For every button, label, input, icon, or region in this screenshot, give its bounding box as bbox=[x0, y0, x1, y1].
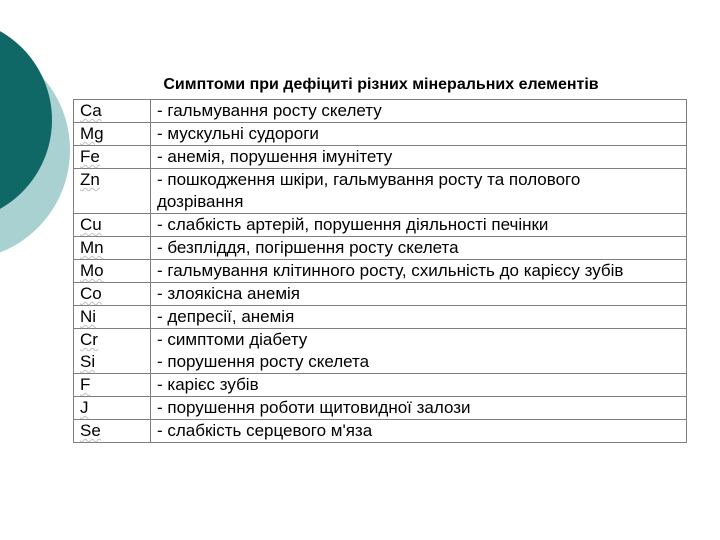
table-row bbox=[74, 100, 687, 123]
symptom-cell bbox=[151, 146, 687, 169]
table-row bbox=[74, 214, 687, 237]
table-row bbox=[74, 146, 687, 169]
symptom-cell bbox=[151, 260, 687, 283]
table-row bbox=[74, 283, 687, 306]
symptom-cell bbox=[151, 374, 687, 397]
table-row bbox=[74, 169, 687, 214]
element-symbol: Mn bbox=[80, 238, 104, 257]
element-symbol: Se bbox=[80, 421, 101, 440]
table-row bbox=[74, 306, 687, 329]
symptom-cell bbox=[151, 123, 687, 146]
symptom-text: - симптоми діабету bbox=[157, 330, 308, 349]
symptom-text: - гальмування клітинного росту, схильність до карієсу зубів bbox=[157, 261, 624, 280]
element-symbol-cell bbox=[74, 100, 151, 123]
element-symbol-cell bbox=[74, 306, 151, 329]
symptom-cell bbox=[151, 329, 687, 374]
symptom-cell bbox=[151, 214, 687, 237]
table-body bbox=[74, 100, 687, 443]
table-row bbox=[74, 329, 687, 374]
symptom-cell bbox=[151, 283, 687, 306]
table-title: Симптоми при дефіциті різних мінеральних елементів bbox=[163, 76, 599, 93]
symptom-text: - депресії, анемія bbox=[157, 307, 295, 326]
element-symbol: Mo bbox=[80, 261, 104, 280]
element-symbol-cell bbox=[74, 123, 151, 146]
deficiency-table bbox=[73, 99, 687, 443]
symptom-text: - злоякісна анемія bbox=[157, 284, 301, 303]
symptom-text: - пошкодження шкіри, гальмування росту та полового bbox=[157, 170, 581, 189]
element-symbol: Ca bbox=[80, 101, 102, 120]
symptom-text: - безпліддя, погіршення росту скелета bbox=[157, 238, 459, 257]
element-symbol: Zn bbox=[80, 170, 100, 189]
table-row bbox=[74, 237, 687, 260]
decorative-circles bbox=[0, 0, 80, 300]
table-row bbox=[74, 397, 687, 420]
table-row bbox=[74, 260, 687, 283]
table-row bbox=[74, 420, 687, 443]
element-symbol: Mg bbox=[80, 124, 104, 143]
symptom-cell bbox=[151, 306, 687, 329]
element-symbol: J bbox=[80, 398, 89, 417]
symptom-text: - гальмування росту скелету bbox=[157, 101, 382, 120]
element-symbol-cell bbox=[74, 260, 151, 283]
element-symbol-cell bbox=[74, 146, 151, 169]
element-symbol: Cu bbox=[80, 215, 102, 234]
element-symbol: Ni bbox=[80, 307, 97, 326]
table-row bbox=[74, 123, 687, 146]
element-symbol: Cr bbox=[80, 330, 98, 349]
symptom-text: - порушення роботи щитовидної залози bbox=[157, 398, 471, 417]
element-symbol-cell bbox=[74, 420, 151, 443]
symptom-text: - карієс зубів bbox=[157, 375, 259, 394]
element-symbol-cell bbox=[74, 283, 151, 306]
symptom-text: - порушення росту скелета bbox=[157, 352, 370, 371]
symptom-cell bbox=[151, 100, 687, 123]
element-symbol-cell bbox=[74, 237, 151, 260]
symptom-cell bbox=[151, 420, 687, 443]
symptom-cell bbox=[151, 169, 687, 214]
element-symbol-cell bbox=[74, 214, 151, 237]
element-symbol: Si bbox=[80, 352, 96, 371]
element-symbol-cell bbox=[74, 397, 151, 420]
symptom-text: - слабкість серцевого м'яза bbox=[157, 421, 373, 440]
symptom-text: - анемія, порушення імунітету bbox=[157, 147, 393, 166]
element-symbol: Co bbox=[80, 284, 102, 303]
table-row bbox=[74, 374, 687, 397]
symptom-text: - слабкість артерій, порушення діяльності печінки bbox=[157, 215, 549, 234]
element-symbol: F bbox=[80, 375, 91, 394]
symptom-text: дозрівання bbox=[157, 192, 244, 211]
element-symbol: Fe bbox=[80, 147, 100, 166]
symptom-text: - мускульні судороги bbox=[157, 124, 319, 143]
element-symbol-cell bbox=[74, 374, 151, 397]
symptom-cell bbox=[151, 397, 687, 420]
element-symbol-cell bbox=[74, 329, 151, 374]
symptom-cell bbox=[151, 237, 687, 260]
element-symbol-cell bbox=[74, 169, 151, 214]
